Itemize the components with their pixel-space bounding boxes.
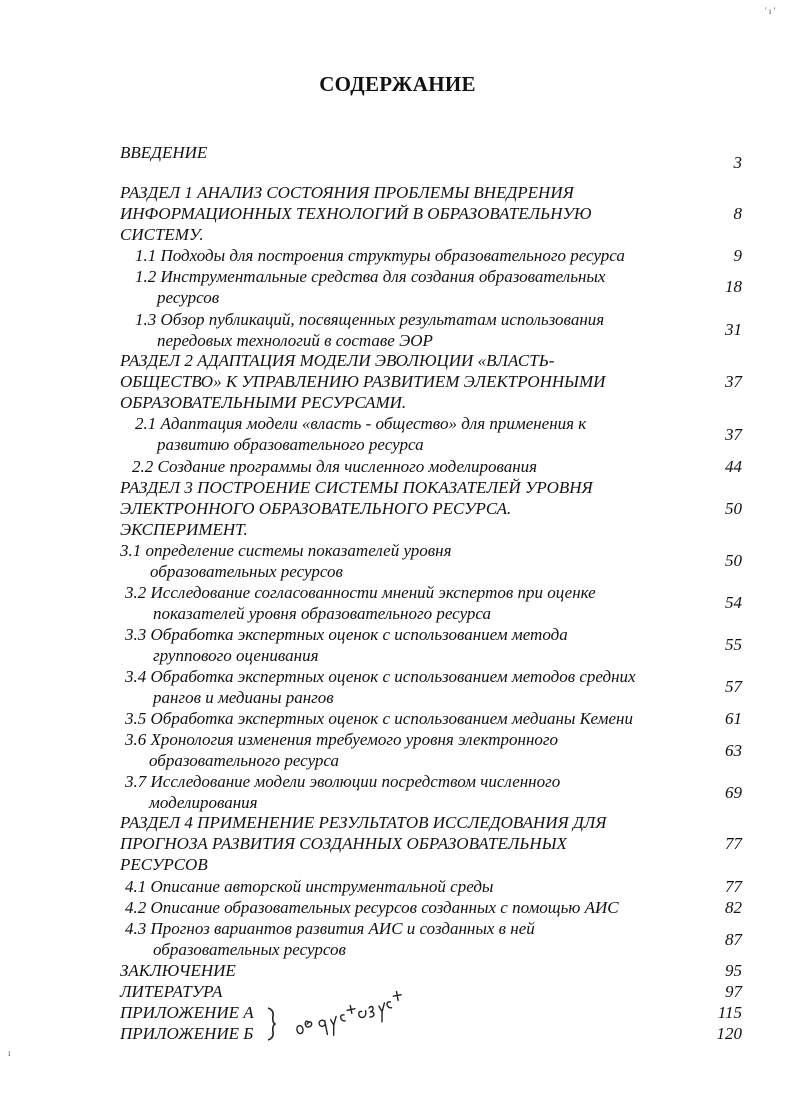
toc-entry-page-number: 95: [725, 961, 742, 980]
toc-entry-line: образовательных ресурсов: [153, 940, 346, 959]
margin-scan-mark: ı: [8, 1048, 11, 1058]
toc-entry-page-number: 18: [725, 277, 742, 296]
toc-entry-page-number: 44: [725, 457, 742, 476]
toc-entry-line: ВВЕДЕНИЕ: [120, 143, 208, 162]
toc-entry-line: СИСТЕМУ.: [120, 225, 204, 244]
toc-entry-line: образовательных ресурсов: [150, 562, 343, 581]
toc-entry-page-number: 37: [725, 425, 742, 444]
toc-entry-page-number: 120: [716, 1024, 742, 1043]
toc-entry-line: 3.7 Исследование модели эволюции посредством численного: [125, 772, 561, 791]
toc-entry-line: передовых технологий в составе ЭОР: [157, 331, 433, 350]
toc-entry-line: 3.3 Обработка экспертных оценок с использованием метода: [125, 625, 568, 644]
toc-entry-page-number: 8: [733, 204, 742, 223]
toc-entry-page-number: 77: [725, 877, 742, 896]
toc-entry-line: ПРОГНОЗА РАЗВИТИЯ СОЗДАННЫХ ОБРАЗОВАТЕЛЬНЫХ: [120, 834, 567, 853]
toc-entry-line: РАЗДЕЛ 2 АДАПТАЦИЯ МОДЕЛИ ЭВОЛЮЦИИ «ВЛАСТЬ-: [120, 351, 555, 370]
toc-entry-line: ОБРАЗОВАТЕЛЬНЫМИ РЕСУРСАМИ.: [120, 393, 407, 412]
toc-entry-line: группового оценивания: [153, 646, 319, 665]
toc-entry-line: образовательного ресурса: [149, 751, 340, 770]
toc-entry-line: 4.3 Прогноз вариантов развития АИС и созданных в ней: [125, 919, 535, 938]
toc-entry-page-number: 69: [725, 783, 742, 802]
toc-entry-line: развитию образовательного ресурса: [157, 435, 424, 454]
toc-entry-line: ЭКСПЕРИМЕНТ.: [120, 520, 248, 539]
toc-entry-line: ПРИЛОЖЕНИЕ Б: [120, 1024, 254, 1043]
toc-entry-page-number: 31: [725, 320, 742, 339]
toc-entry-page-number: 37: [725, 372, 742, 391]
toc-entry-line: ОБЩЕСТВО» К УПРАВЛЕНИЮ РАЗВИТИЕМ ЭЛЕКТРОННЫМИ: [120, 372, 606, 391]
toc-entry-line: РАЗДЕЛ 1 АНАЛИЗ СОСТОЯНИЯ ПРОБЛЕМЫ ВНЕДРЕНИЯ: [120, 183, 574, 202]
toc-entry-line: 1.1 Подходы для построения структуры образовательного ресурса: [135, 246, 625, 265]
toc-entry-line: ПРИЛОЖЕНИЕ А: [120, 1003, 254, 1022]
toc-entry-line: ЛИТЕРАТУРА: [120, 982, 223, 1001]
toc-entry-line: 1.2 Инструментальные средства для создания образовательных: [135, 267, 606, 286]
toc-entry-line: 3.1 определение системы показателей уровня: [120, 541, 452, 560]
toc-entry-line: 1.3 Обзор публикаций, посвященных результатам использования: [135, 310, 605, 329]
toc-entry-line: 3.2 Исследование согласованности мнений экспертов при оценке: [125, 583, 596, 602]
toc-entry-line: РАЗДЕЛ 3 ПОСТРОЕНИЕ СИСТЕМЫ ПОКАЗАТЕЛЕЙ УРОВНЯ: [120, 478, 593, 497]
toc-entry-page-number: 9: [733, 246, 742, 265]
toc-entry-line: рангов и медианы рангов: [153, 688, 334, 707]
toc-entry-page-number: 87: [725, 930, 742, 949]
toc-entry-page-number: 61: [725, 709, 742, 728]
toc-entry-page-number: 115: [717, 1003, 742, 1022]
toc-entry-page-number: 50: [725, 499, 742, 518]
toc-entry-line: 3.5 Обработка экспертных оценок с использованием медианы Кемени: [125, 709, 633, 728]
toc-entry-line: 2.2 Создание программы для численного моделирования: [132, 457, 538, 476]
toc-entry-line: 3.6 Хронология изменения требуемого уровня электронного: [125, 730, 559, 749]
toc-entry-page-number: 3: [733, 153, 742, 172]
toc-entry-page-number: 50: [725, 551, 742, 570]
toc-entry-line: ресурсов: [157, 288, 220, 307]
toc-entry-page-number: 54: [725, 593, 742, 612]
toc-entry-page-number: 77: [725, 834, 742, 853]
toc-entry-line: 4.2 Описание образовательных ресурсов созданных с помощью АИС: [125, 898, 619, 917]
toc-entry-page-number: 55: [725, 635, 742, 654]
toc-entry-line: моделирования: [149, 793, 258, 812]
page-title: СОДЕРЖАНИЕ: [319, 72, 476, 96]
toc-entry-page-number: 82: [725, 898, 742, 917]
toc-entry-line: 3.4 Обработка экспертных оценок с использованием методов средних: [125, 667, 636, 686]
toc-entry-line: ЗАКЛЮЧЕНИЕ: [120, 961, 236, 980]
toc-entry-line: РЕСУРСОВ: [120, 855, 208, 874]
toc-entry-line: ЭЛЕКТРОННОГО ОБРАЗОВАТЕЛЬНОГО РЕСУРСА.: [120, 499, 512, 518]
toc-entry-line: 4.1 Описание авторской инструментальной среды: [125, 877, 494, 896]
toc-entry-page-number: 57: [725, 677, 742, 696]
toc-entry-line: ИНФОРМАЦИОННЫХ ТЕХНОЛОГИЙ В ОБРАЗОВАТЕЛЬНУЮ: [120, 204, 592, 223]
toc-entry-line: показателей уровня образовательного ресурса: [153, 604, 492, 623]
corner-scan-mark: ' ı ': [765, 6, 776, 16]
toc-entry-line: 2.1 Адаптация модели «власть - общество» для применения к: [135, 414, 587, 433]
toc-entry-line: РАЗДЕЛ 4 ПРИМЕНЕНИЕ РЕЗУЛЬТАТОВ ИССЛЕДОВАНИЯ ДЛЯ: [120, 813, 607, 832]
toc-entry-page-number: 63: [725, 741, 742, 760]
toc-entry-page-number: 97: [725, 982, 742, 1001]
